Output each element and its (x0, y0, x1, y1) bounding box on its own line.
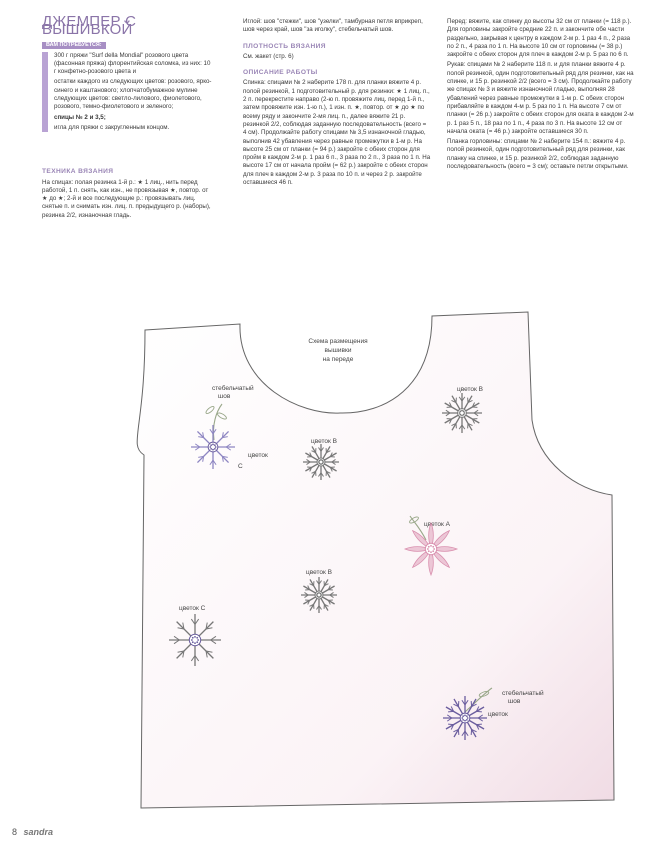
flower-label-bottom: цветок (488, 711, 508, 718)
materials-line: игла для пряжи с закругленным концом. (54, 123, 170, 131)
flower-label-a: цветок A (424, 521, 451, 528)
front-text: Перед: вяжите, как спинку до высоты 32 см от планки (= 118 р.). Для горловины закройте средние 22 п. и закончите обе части раздельно, закрывая к центру в каждом 2-м р. 1 раз 4 п., 2 раза по 2 п., 4 раза по 1 п. На высоте 10 см от горловины (= 38 р.) закройте с обеих сторон для плеч в каждом 2-м р. 5 раз по 6 п. (447, 18, 632, 59)
materials-tag: ВАМ ПОТРЕБУЕТСЯ: (42, 42, 106, 49)
page-footer (12, 827, 53, 837)
flower-label-b-top: цветок B (457, 386, 484, 393)
flower-c-low (169, 614, 221, 666)
flower-label-c-top: цветок (248, 452, 268, 459)
flower-c-top (191, 425, 235, 469)
technique-heading: ТЕХНИКА ВЯЗАНИЯ (42, 168, 114, 176)
materials-line: 300 г пряжи "Surf della Mondial" розового цвета (фасонная пряжа) флорентийская соломка, из них: 10 г конфетно-розового цвета и (54, 51, 211, 76)
stem-stitch-label-2: шов (218, 393, 231, 400)
stem-stitch-label-1: стебельчатый (212, 385, 254, 392)
density-text: См. жакет (стр. 6) (243, 52, 294, 60)
materials-line: спицы № 2 и 3,5; (54, 113, 106, 121)
page-title: ДЖЕМПЕР С ВЫШИВКОЙ (42, 13, 137, 39)
page-number: 8 (12, 827, 18, 837)
sweater-front-outline (137, 312, 614, 808)
diagram-caption-1: Схема размещения (308, 338, 368, 345)
sleeve-text: Рукав: спицами № 2 наберите 118 п. и для планки вяжите 4 р. полой резинкой, один подготовительный ряд для резинки, как на спинке, и 15 р. резинкой 2/2 (всего = 3 см). Продолжайте работу же спицах № 3 и вяжите изнаночной гладью, выполняя 28 убавлений через равные промежутки в 1-м р. С обеих сторон прибавляйте в каждом 4-м р. 5 раз по 1 п. На высоте 7 см от планки (= 26 р.) закройте с обеих сторон для оката в каждом 2-м р. 1 раз 5 п., 18 раз по 1 п., 4 раза по 3 п. На высоте 12 см от начала оката (= 46 р.) закройте оставшиеся 30 п. (447, 61, 634, 135)
stem-stitch-label-3: стебельчатый (502, 690, 544, 697)
flower-letter-c: C (238, 463, 243, 470)
flower-label-b-low: цветок B (306, 569, 333, 576)
diagram-caption-2: вышивки (324, 347, 352, 354)
description-heading: ОПИСАНИЕ РАБОТЫ (243, 69, 318, 77)
flower-a (405, 523, 457, 575)
back-text: Спинка: спицами № 2 наберите 178 п. для планки вяжите 4 р. полой резинкой, 1 подготовительный р. для резинки: ★ 1 лиц. п., 2 п. перекрестите направо (2-ю п. провяжите лиц. перед 1-й п., затем провяжите изн. 1-ю п.), 1 изн. п. ★, повтор. от ★ до ★ по всему ряду и закончите 2-мя лиц. п., далее вяжите 21 р. резинкой 2/2, соблюдая заданную последовательность (всего = 4 см). Продолжайте работу спицами № 3,5 изнаночной гладью, выполнив 42 убавления через равные промежутки в 1-м р. На высоте 25 см от планки (= 94 р.) закройте с обеих сторон для пройм в каждом 2-м р. 1 раз 6 п., 3 раза по 2 п., 3 раза по 1 п. На высоте 17 см от начала пройм (= 62 р.) закройте с обеих сторон для плеч в каждом 2-м р. 3 раза по 10 п. и через 2 р. закройте оставшиеся 46 п. (243, 79, 431, 187)
diagram-caption-3: на переде (322, 356, 354, 363)
stem-stitch-label-4: шов (508, 698, 521, 705)
magazine-brand: sandra (23, 827, 54, 837)
needle-text: Иглой: шов "стежки", шов "узелки", тамбурная петля вприкреп, шов через край, шов "за иголку", стебельчатый шов. (243, 18, 423, 34)
neck-text: Планка горловины: спицами № 2 наберите 154 п.: вяжите 4 р. полой резинкой, один подготовительный ряд для резинки, как планку на спинке, и 15 р. резинкой 2/2, соблюдая заданную последовательность (всего = 3 см); оставьте петли открытыми. (447, 138, 629, 171)
flower-label-b-mid: цветок B (311, 438, 338, 445)
materials-line: остатки каждого из следующих цветов: розового, ярко-синего и каштанового; хлопчатобумажное мулине следующих цветов: светло-лилового, фиолетового, розового, темно-фиолетового и зеленого; (54, 78, 212, 111)
flower-label-c-low: цветок C (179, 605, 206, 612)
technique-text: На спицах: полая резинка 1-й р.: ★ 1 лиц., нить перед работой, 1 п. снять, как изн., не провязывая ★, повтор. от ★ до ★; 2-й и все последующие р.: провязывать лиц. снятые п. и снимать изн. лиц. п. предыдущего р. (наборы), резинка 2/2, изнаночная гладь. (42, 178, 211, 219)
density-heading: ПЛОТНОСТЬ ВЯЗАНИЯ (243, 42, 326, 50)
